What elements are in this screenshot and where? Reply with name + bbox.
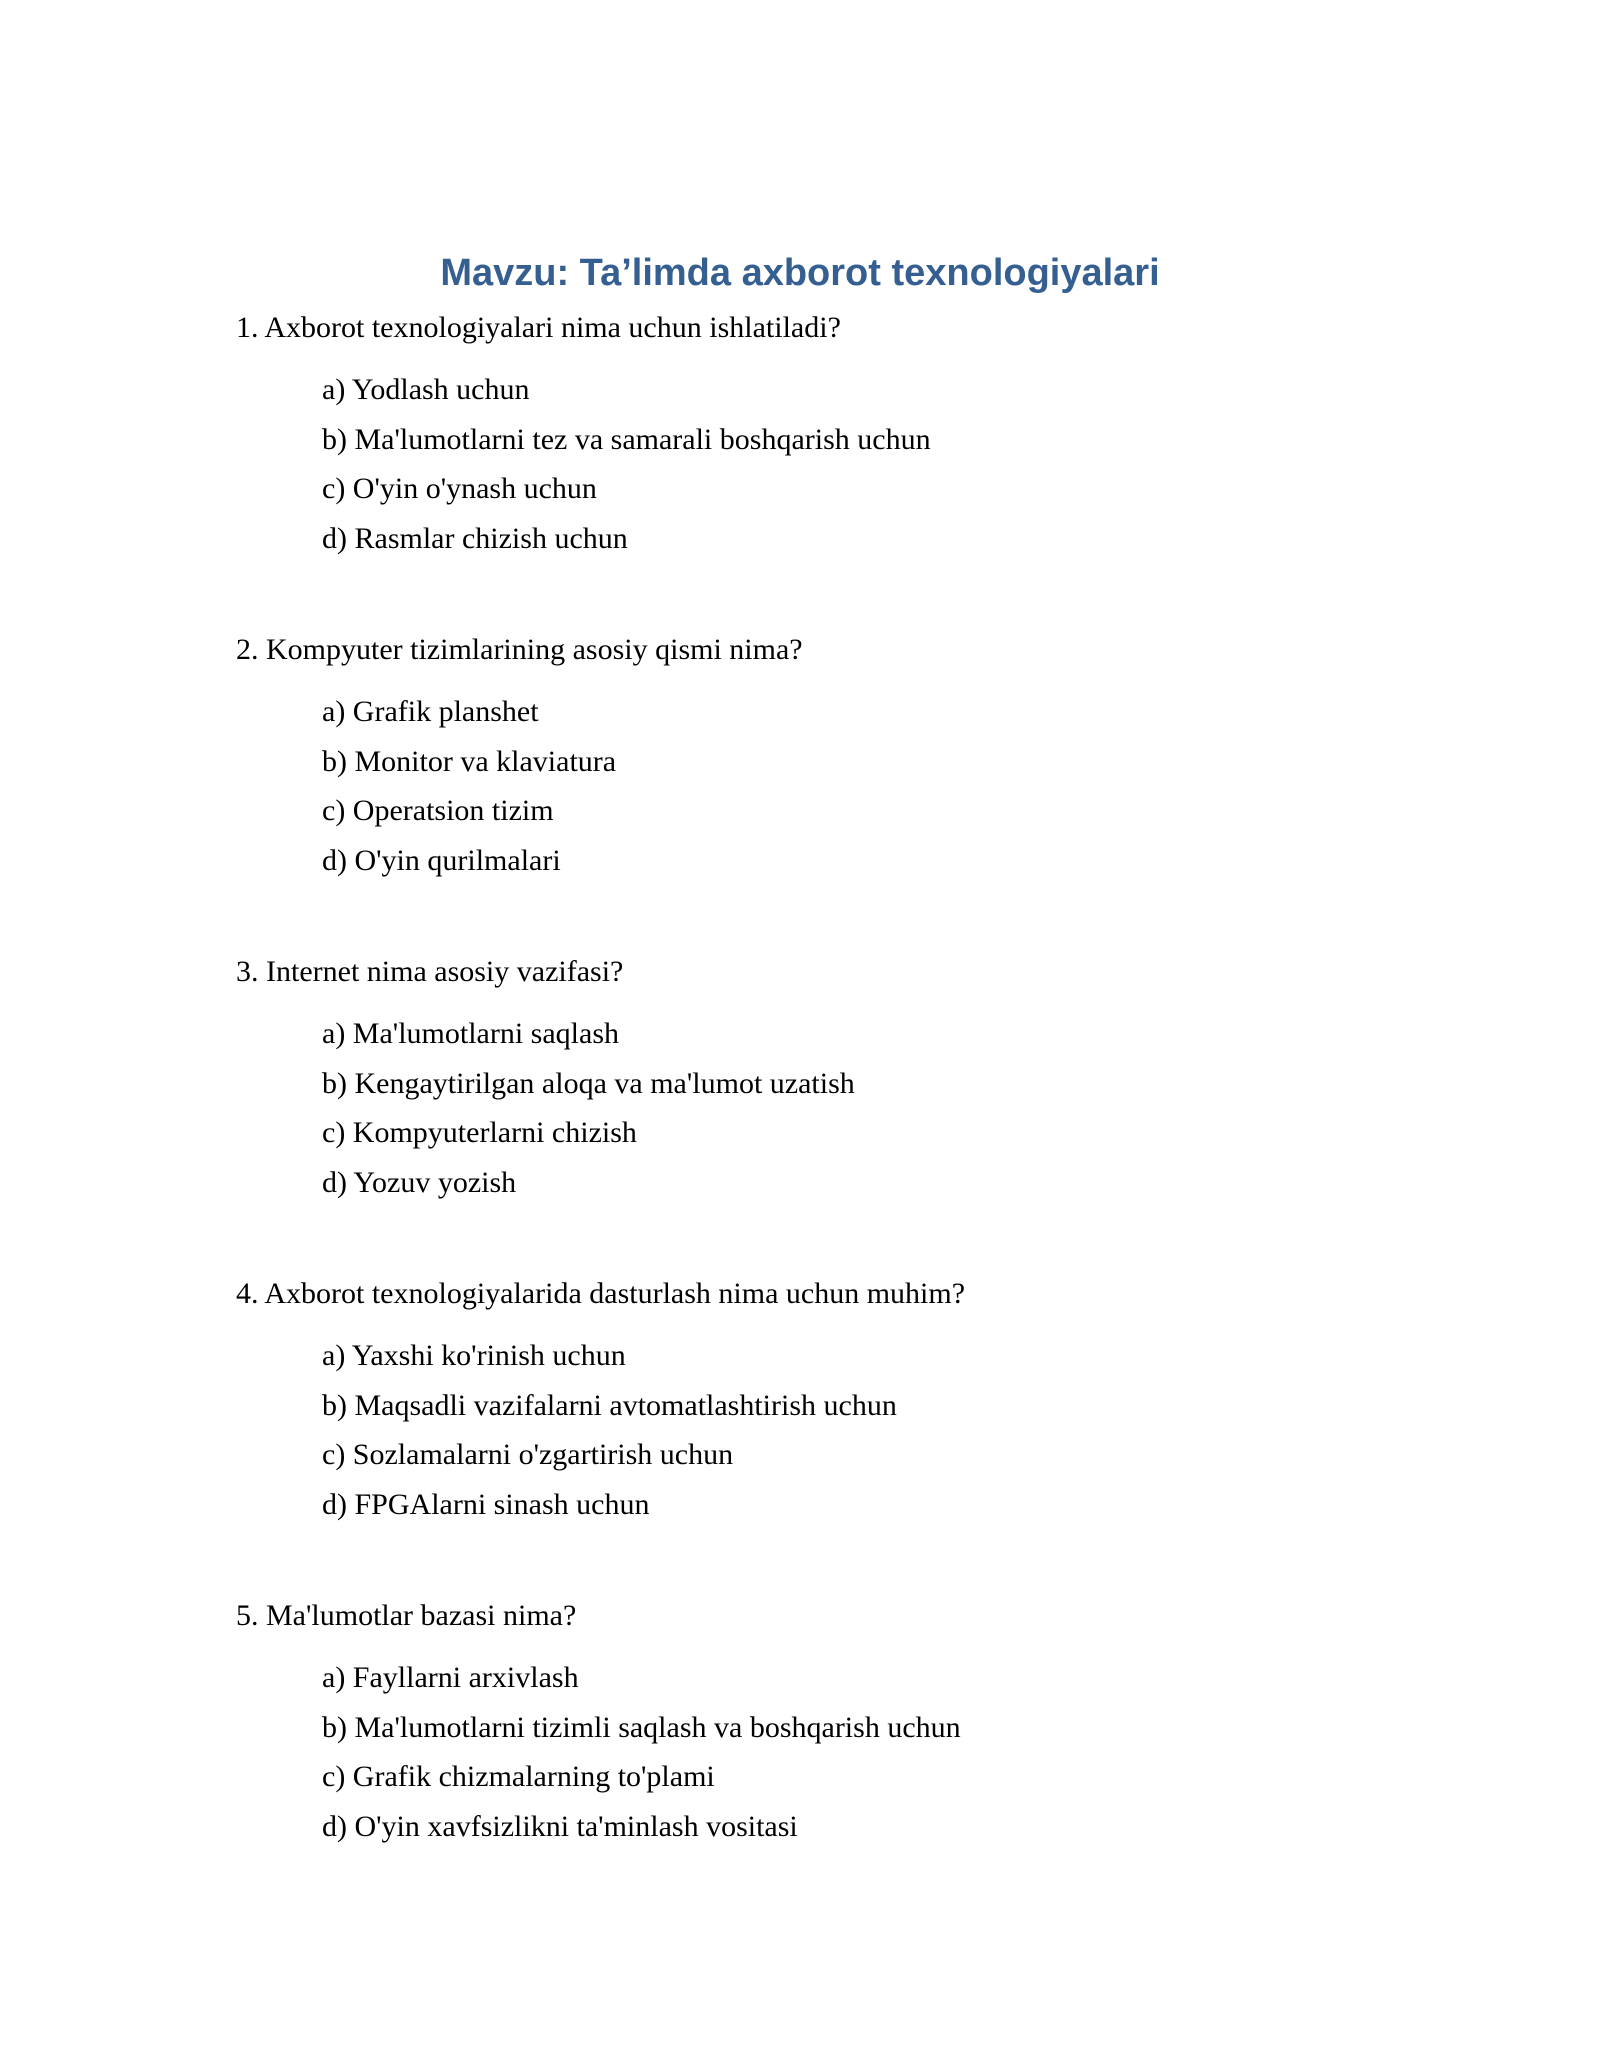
answer-option-d: d) FPGAlarni sinash uchun <box>322 1487 650 1521</box>
answer-option-b: b) Maqsadli vazifalarni avtomatlashtirish uchun <box>322 1388 897 1422</box>
answer-option-a: a) Ma'lumotlarni saqlash <box>322 1017 619 1050</box>
answer-option-c: c) Operatsion tizim <box>322 794 554 827</box>
answer-options <box>322 365 1436 563</box>
question-block <box>236 953 1436 1207</box>
answer-options <box>322 687 1436 885</box>
answer-option-c: c) Kompyuterlarni chizish <box>322 1116 637 1149</box>
question-text: 5. Ma'lumotlar bazasi nima? <box>236 1599 577 1632</box>
answer-option-a: a) Grafik planshet <box>322 695 539 728</box>
answer-option-d: d) O'yin xavfsizlikni ta'minlash vositasi <box>322 1809 798 1843</box>
answer-option-b: b) Ma'lumotlarni tez va samarali boshqarish uchun <box>322 422 931 456</box>
answer-option-b: b) Ma'lumotlarni tizimli saqlash va boshqarish uchun <box>322 1710 961 1744</box>
document-title: Mavzu: Ta’limda axborot texnologiyalari <box>440 252 1160 294</box>
question-text: 1. Axborot texnologiyalari nima uchun ishlatiladi? <box>236 311 841 344</box>
answer-option-a: a) Yodlash uchun <box>322 373 530 406</box>
question-block <box>236 1275 1436 1529</box>
answer-option-b: b) Kengaytirilgan aloqa va ma'lumot uzatish <box>322 1066 855 1100</box>
answer-option-a: a) Yaxshi ko'rinish uchun <box>322 1339 626 1372</box>
answer-options <box>322 1653 1436 1851</box>
question-block <box>236 631 1436 885</box>
question-text: 4. Axborot texnologiyalarida dasturlash nima uchun muhim? <box>236 1277 966 1310</box>
answer-option-a: a) Fayllarni arxivlash <box>322 1661 579 1694</box>
question-text: 3. Internet nima asosiy vazifasi? <box>236 955 624 988</box>
answer-option-d: d) Rasmlar chizish uchun <box>322 521 628 555</box>
question-block <box>236 1597 1436 1851</box>
answer-option-b: b) Monitor va klaviatura <box>322 744 617 778</box>
answer-option-c: c) Grafik chizmalarning to'plami <box>322 1760 715 1793</box>
question-block <box>236 309 1436 563</box>
answer-option-c: c) O'yin o'ynash uchun <box>322 472 597 505</box>
answer-options <box>322 1009 1436 1207</box>
answer-option-c: c) Sozlamalarni o'zgartirish uchun <box>322 1438 734 1471</box>
answer-option-d: d) O'yin qurilmalari <box>322 843 561 877</box>
answer-options <box>322 1331 1436 1529</box>
answer-option-d: d) Yozuv yozish <box>322 1165 517 1199</box>
question-text: 2. Kompyuter tizimlarining asosiy qismi nima? <box>236 633 803 666</box>
